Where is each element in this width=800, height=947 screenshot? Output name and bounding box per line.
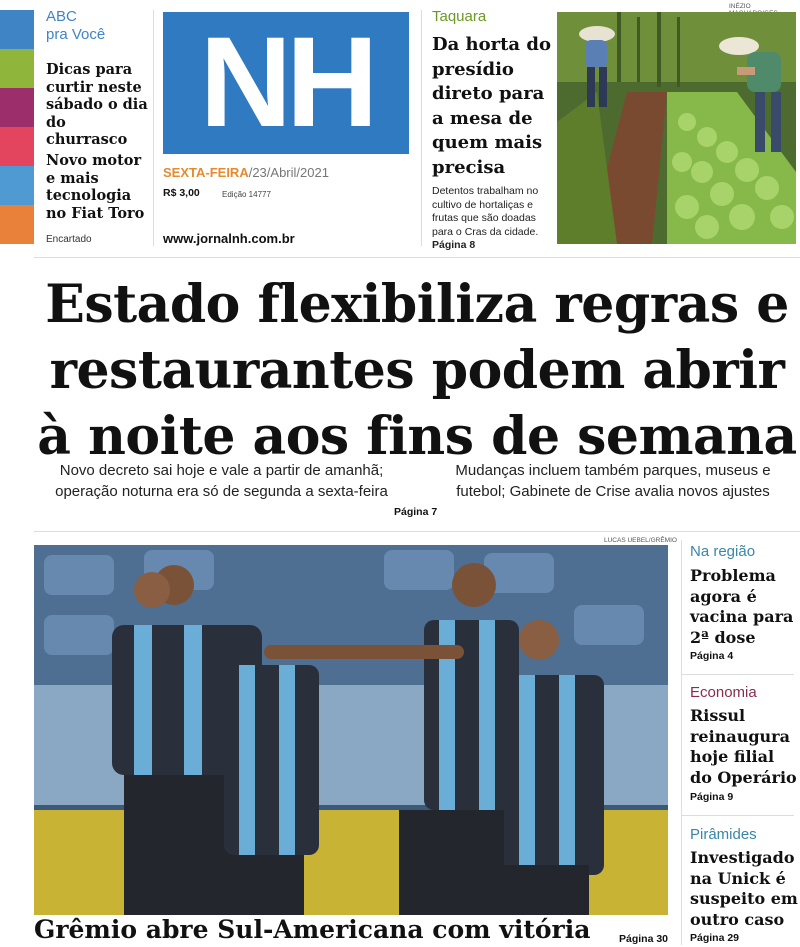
garden-photo-illustration [557, 12, 796, 244]
main-subheading-right: Mudanças incluem também parques, museus e futebol; Gabinete de Crise avalia novos ajustes [455, 462, 771, 500]
main-headline[interactable] [34, 272, 800, 470]
section-divider [34, 531, 800, 532]
regiao-page-ref[interactable]: Página 4 [690, 650, 734, 662]
right-divider [682, 674, 794, 675]
feature-body [432, 185, 554, 253]
issue-day: SEXTA-FEIRA [163, 165, 249, 180]
gremio-photo-illustration [34, 545, 668, 915]
regiao-headline[interactable]: Problema agora é vacina para 2ª dose [690, 566, 794, 647]
strip-block-green [0, 49, 34, 88]
sports-page-ref[interactable]: Página 30 [619, 933, 669, 945]
website-link[interactable]: www.jornalnh.com.br [163, 231, 295, 246]
main-headline-line-2: restaurantes podem abrir [49, 340, 785, 401]
garden-photo[interactable] [557, 12, 796, 244]
economia-kicker: Economia [690, 684, 757, 701]
teaser-churrasco[interactable]: Dicas para curtir neste sábado o dia do churrasco [46, 61, 148, 148]
piramides-headline[interactable]: Investigado na Unick é suspeito em outro caso [690, 848, 798, 929]
feature-headline[interactable]: Da horta do presídio direto para a mesa de quem mais precisa [432, 34, 551, 178]
strip-block-purple [0, 88, 34, 127]
teaser-fiat-toro[interactable]: Novo motor e mais tecnologia no Fiat Toro [46, 152, 145, 222]
piramides-page-ref[interactable]: Página 29 [690, 932, 740, 944]
regiao-kicker: Na região [690, 543, 756, 560]
feature-kicker: Taquara [432, 8, 487, 25]
abc-section-label[interactable]: ABC pra Você [46, 8, 106, 43]
nh-logo[interactable]: NH [163, 12, 409, 154]
column-divider [681, 540, 682, 945]
main-subheading-left: Novo decreto sai hoje e vale a partir de amanhã; operação noturna era só de segunda a sexta-feira [55, 462, 388, 500]
strip-block-lightblue [0, 166, 34, 205]
strip-block-red [0, 127, 34, 166]
feature-body-text: Detentos trabalham no cultivo de hortaliças e frutas que são doadas para o Cras da cidade. [432, 185, 539, 238]
issue-date [163, 165, 329, 180]
encartado-label: Encartado [46, 234, 92, 245]
piramides-kicker: Pirâmides [690, 826, 757, 843]
column-divider [421, 10, 422, 246]
feature-page-ref[interactable]: Página 8 [432, 239, 476, 251]
section-color-strip [0, 10, 34, 244]
strip-block-blue [0, 10, 34, 49]
feature-photo-credit: INÉZIO [729, 3, 751, 10]
issue-date-text: /23/Abril/2021 [248, 165, 329, 180]
sports-headline[interactable]: Grêmio abre Sul-Americana com vitória [34, 915, 591, 944]
column-divider [153, 10, 154, 246]
strip-block-orange [0, 205, 34, 244]
gremio-photo[interactable] [34, 545, 668, 915]
economia-page-ref[interactable]: Página 9 [690, 791, 734, 803]
section-divider [34, 257, 800, 258]
edition-label: Edição 14777 [222, 190, 271, 199]
economia-headline[interactable]: Rissul reinaugura hoje filial do Operário [690, 706, 797, 787]
main-headline-line-3: à noite aos fins de semana [37, 406, 797, 467]
sports-photo-credit: LUCAS UEBEL/GRÊMIO [604, 537, 677, 544]
price-label: R$ 3,00 [163, 187, 200, 199]
main-page-ref[interactable]: Página 7 [394, 506, 438, 518]
main-headline-line-1: Estado flexibiliza regras e [45, 274, 789, 335]
right-divider [682, 815, 794, 816]
